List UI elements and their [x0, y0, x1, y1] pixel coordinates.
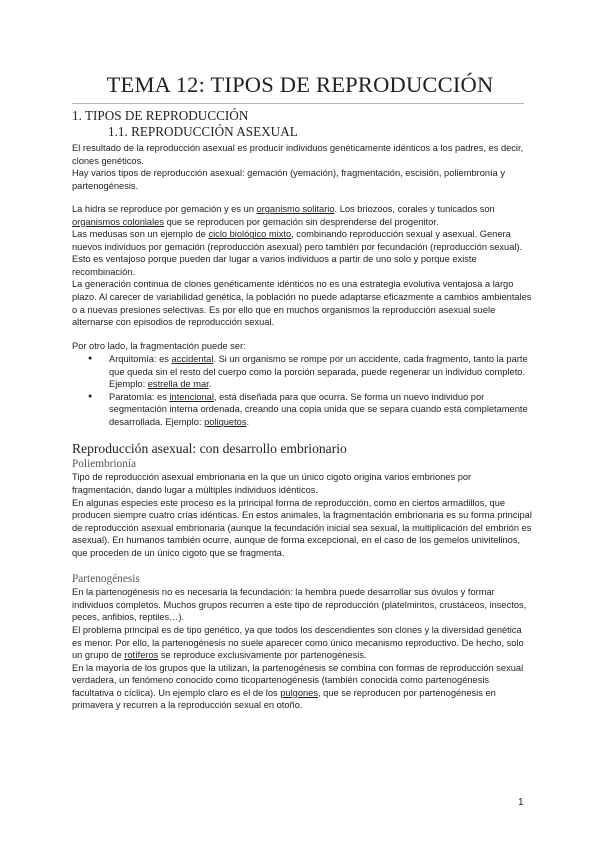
paragraph-clones: La generación continua de clones genéticamente idénticos no es una estrategia evolutiva ventajosa a largo plazo. Al carecer de variabilidad genética, la población no puede adaptarse eficazmente a cambios ambientales o a nuevas presiones selectivas. Es por ello que en muchos organismos la reproducción asexual suele alternarse con episodios de reproducción sexual.: [72, 279, 532, 328]
list-item: ● Arquitomía: es accidental. Si un organismo se rompe por un accidente, cada fragmento, tanto la parte que queda sin el resto del cuerpo como la porción separada, puede regenerar un individuo completo. Ejemplo: estrella de mar.: [72, 353, 532, 391]
title-divider: [72, 103, 524, 104]
paragraph-medusas: Las medusas son un ejemplo de ciclo biológico mixto, combinando reproducción sexual y asexual. Genera nuevos individuos por gemación (reproducción asexual) pero también por fecundación (reproducción sexual). Esto es ventajoso porque pueden dar lugar a varios individuos a partir de uno solo y porque existe recombinación.: [72, 229, 523, 277]
document-body: [72, 142, 532, 712]
section-heading: 1. TIPOS DE REPRODUCCIÓN: [72, 108, 249, 123]
heading-partenogenesis: Partenogénesis: [72, 573, 140, 586]
subsection-heading: 1.1. REPRODUCCIÓN ASEXUAL: [108, 124, 298, 139]
paragraph-poliembrionia-def: Tipo de reproducción asexual embrionaria en la que un único cigoto origina varios embriones por fragmentación, dando lugar a múltiples individuos idénticos.: [72, 472, 472, 496]
heading-poliembrionia: Poliembrionía: [72, 458, 137, 471]
term-organismos-coloniales: organismos coloniales: [72, 216, 164, 227]
term-accidental: accidental: [171, 354, 214, 365]
term-rotiferos: rotíferos: [124, 650, 159, 661]
paragraph-fragmentacion: Por otro lado, la fragmentación puede ser:: [72, 340, 246, 351]
paragraph-partenogenesis-def: En la partenogénesis no es necesaria la fecundación: la hembra puede desarrollar sus óvulos y formar individuos completos. Muchos grupos recurren a este tipo de reproducción (platelmintos, crustáceos, insectos, peces, anfibios, reptiles…).: [72, 587, 527, 623]
page-number: 1: [518, 797, 524, 808]
fragmentation-list: [72, 353, 532, 428]
term-ciclo-biologico-mixto: ciclo biológico mixto: [208, 229, 292, 240]
heading-desarrollo-embrionario: Reproducción asexual: con desarrollo embrionario: [72, 441, 347, 457]
paragraph-partenogenesis-problema: El problema principal es de tipo genético, ya que todos los descendientes son clones y la diversidad genética es menor. Por ello, la partenogénesis no suele aparecer como único mecanismo reproductivo. De hecho, solo un grupo de rotíferos se reproduce exclusivamente por partenogénesis.: [72, 624, 524, 661]
term-estrella-de-mar: estrella de mar: [147, 379, 209, 390]
paragraph-asexual-types: Hay varios tipos de reproducción asexual: gemación (yemación), fragmentación, escisión, poliembronía y partenogénesis.: [72, 168, 506, 191]
paragraph-hidra: La hidra se reproduce por gemación y es un organismo solitario. Los briozoos, corales y tunicados son organismos coloniales que se reproducen por gemación sin desprenderse del progenitor.: [72, 204, 495, 227]
term-intencional: intencional: [169, 391, 214, 402]
term-organismo-solitario: organismo solitario: [256, 204, 335, 215]
paragraph-ticopartenogenesis: En la mayoría de los grupos que la utilizan, la partenogénesis se combina con formas de reproducción sexual verdadera, un fenómeno conocido como ticopartenogénesis (también conocida como partenogénesis facultativa o cíclica). Un ejemplo claro es el de los pulgones, que se reproducen por partenogénesis en primavera y recurren a la reproducción sexual en otoño.: [72, 662, 524, 711]
page-title: TEMA 12: TIPOS DE REPRODUCCIÓN: [106, 72, 494, 97]
term-poliquetos: poliquetos: [204, 416, 247, 427]
list-item: ● Paratomía: es intencional, está diseñada para que ocurra. Se forma un nuevo individuo por segmentación interna ordenada, creando una copia unida que se separa cuando está completamente desarrollada. Ejemplo: poliquetos.: [72, 391, 532, 429]
term-pulgones: pulgones: [280, 687, 318, 698]
paragraph-poliembrionia-ejemplos: En algunas especies este proceso es la principal forma de reproducción, como en ciertos armadillos, que producen siempre cuatro crías idénticas. En estos animales, la fragmentación embrionaria es su forma principal de reproducción asexual embrionaria (aunque la fecundación inicial sea sexual, la multiplicación del embrión es asexual). En humanos también ocurre, aunque de forma excepcional, en el caso de los gemelos univitelinos, que proceden de un único cigoto que se fragmenta.: [72, 497, 532, 558]
paragraph-asexual-result: El resultado de la reproducción asexual es producir individuos genéticamente idénticos a los padres, es decir, clones genéticos.: [72, 143, 524, 166]
